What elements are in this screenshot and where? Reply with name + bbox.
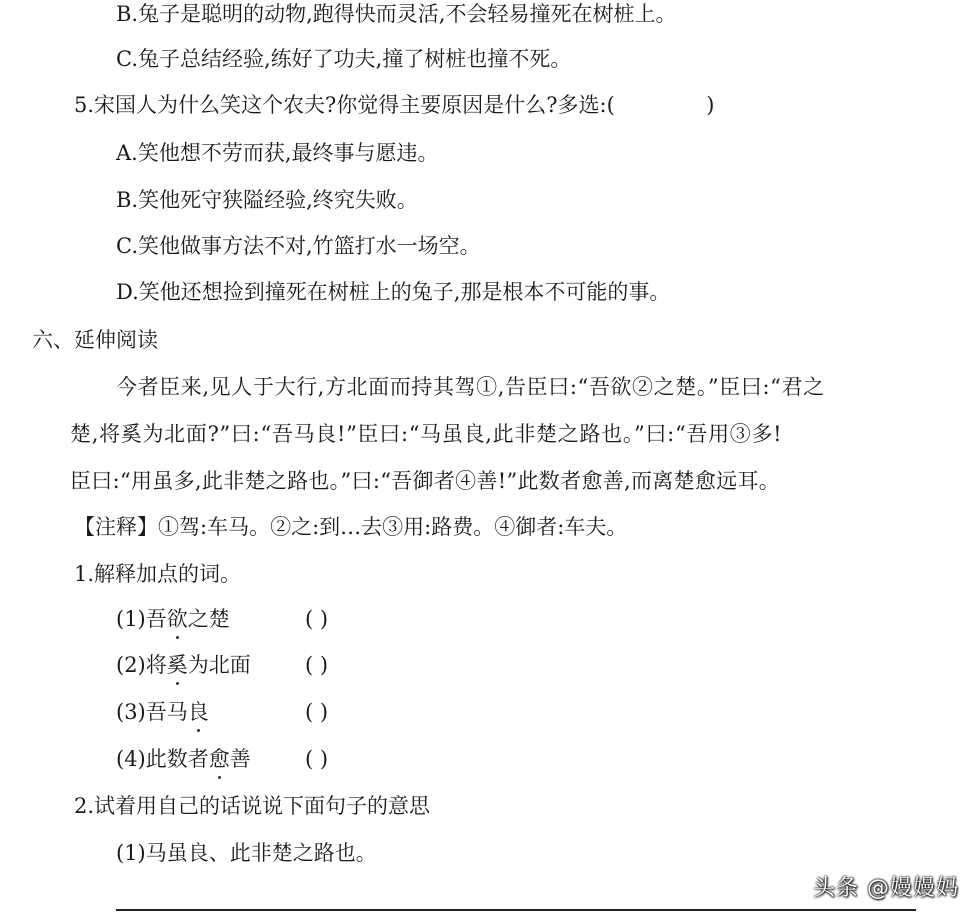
q1-item-post: 之楚 — [187, 607, 230, 631]
watermark: 头条 @嫚嫚妈 — [813, 876, 959, 901]
bottom-rule — [116, 909, 916, 911]
dotted-word: 良 — [187, 700, 209, 724]
q5-option-c: C.笑他做事方法不对,竹篮打水一场空。 — [116, 234, 481, 258]
q5-option-b: B.笑他死守狭隘经验,终究失败。 — [116, 188, 418, 212]
dotted-word: 欲 — [166, 607, 188, 631]
q1-item-post: 善 — [229, 747, 251, 771]
q1-item-pre: (3)吾马 — [116, 700, 188, 724]
q5-stem-close: ) — [706, 93, 715, 117]
q1-item-pre: (1)吾 — [116, 607, 167, 631]
section6-heading: 六、延伸阅读 — [32, 328, 158, 352]
annotation-notes: 【注释】①驾:车马。②之:到…去③用:路费。④御者:车夫。 — [74, 515, 628, 539]
passage-line-1: 今者臣来,见人于大行,方北面而持其驾①,告臣曰:“吾欲②之楚。”臣曰:“君之 — [116, 375, 825, 399]
q1-item-3-blank[interactable]: ( ) — [305, 700, 329, 724]
q1-item-4-blank[interactable]: ( ) — [305, 747, 329, 771]
q4-option-b: B.兔子是聪明的动物,跑得快而灵活,不会轻易撞死在树桩上。 — [116, 2, 677, 26]
q1-item-pre: (4)此数者 — [116, 747, 209, 771]
q1-item-post: 为北面 — [187, 653, 251, 677]
passage-line-3: 臣曰:“用虽多,此非楚之路也。”曰:“吾御者④善!”此数者愈善,而离楚愈远耳。 — [70, 469, 781, 493]
q2-item-1: (1)马虽良、此非楚之路也。 — [116, 841, 377, 865]
q1-item-2-blank[interactable]: ( ) — [305, 653, 329, 677]
dotted-word: 愈 — [208, 747, 230, 771]
q1-item-4 — [116, 745, 251, 773]
q5-option-d: D.笑他还想捡到撞死在树桩上的兔子,那是根本不可能的事。 — [116, 280, 671, 304]
q1-item-2 — [116, 651, 251, 679]
q5-stem — [74, 91, 714, 119]
q1-stem: 1.解释加点的词。 — [74, 562, 242, 586]
passage-line-2: 楚,将奚为北面?”曰:“吾马良!”臣曰:“马虽良,此非楚之路也。”曰:“吾用③多! — [70, 422, 783, 446]
q1-item-1-blank[interactable]: ( ) — [305, 607, 329, 631]
q1-item-1 — [116, 605, 230, 633]
q2-stem: 2.试着用自己的话说说下面句子的意思 — [74, 794, 431, 818]
q5-option-a: A.笑他想不劳而获,最终事与愿违。 — [116, 141, 439, 165]
dotted-word: 奚 — [166, 653, 188, 677]
q5-stem-text: 5.宋国人为什么笑这个农夫?你觉得主要原因是什么?多选:( — [74, 93, 615, 117]
q4-option-c: C.兔子总结经验,练好了功夫,撞了树桩也撞不死。 — [116, 47, 572, 71]
q1-item-pre: (2)将 — [116, 653, 167, 677]
q1-item-3 — [116, 698, 209, 726]
